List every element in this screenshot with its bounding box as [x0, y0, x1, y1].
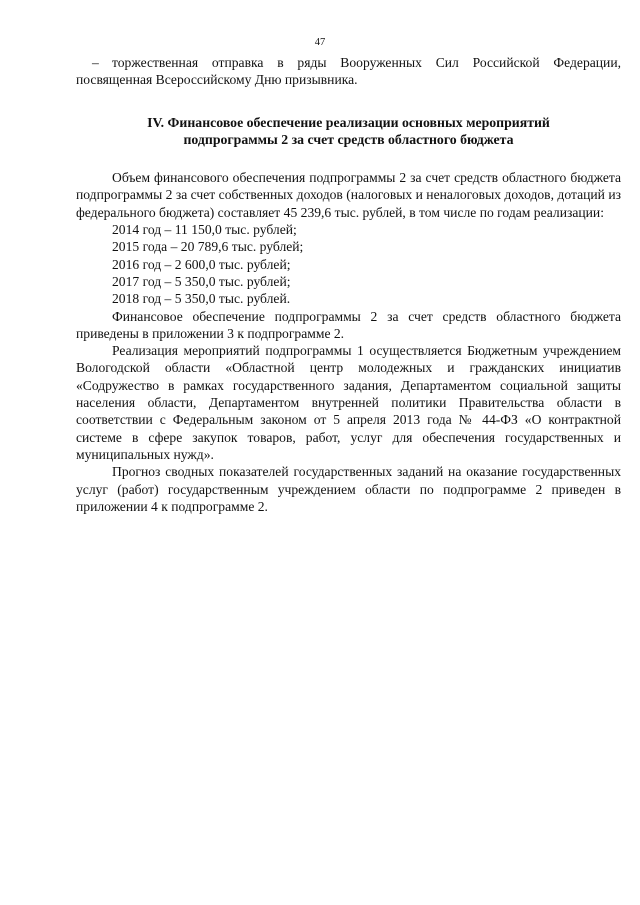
section-heading	[76, 114, 621, 149]
funding-volume-paragraph: Объем финансового обеспечения подпрограммы 2 за счет средств областного бюджета подпрограммы 2 за счет собственных доходов (налоговых и неналоговых доходов, дотаций из федерального бюджета) составляет 45 239,6 тыс. рублей, в том числе по годам реализации:	[76, 170, 621, 220]
funding-year-2014: 2014 год – 11 150,0 тыс. рублей;	[112, 222, 297, 238]
intro-text: торжественная отправка в ряды Вооруженных Сил Российской Федерации, посвященная Всероссийскому Дню призывника.	[76, 55, 621, 88]
funding-year-2016: 2016 год – 2 600,0 тыс. рублей;	[112, 256, 291, 272]
page-number: 47	[314, 37, 326, 48]
appendix-3-paragraph: Финансовое обеспечение подпрограммы 2 за счет средств областного бюджета приведены в приложении 3 к подпрограмме 2.	[76, 308, 621, 341]
implementation-paragraph: Реализация мероприятий подпрограммы 1 осуществляется Бюджетным учреждением Вологодской области «Областной центр молодежных и гражданских инициатив «Содружество в рамках государственного задания, Департаментом социальной защиты населения области, Департаментом внутренней политики Правительства области в соответствии с Федеральным законом от 5 апреля 2013 года № 44-ФЗ «О контрактной системе в сфере закупок товаров, работ, услуг для обеспечения государственных и муниципальных нужд».	[76, 343, 621, 462]
funding-year-2018: 2018 год – 5 350,0 тыс. рублей.	[112, 291, 291, 307]
heading-line-1: IV. Финансовое обеспечение реализации основных мероприятий	[147, 114, 550, 130]
forecast-paragraph: Прогноз сводных показателей государственных заданий на оказание государственных услуг (работ) государственным учреждением области по подпрограмме 2 приведен в приложении 4 к подпрограмме 2.	[76, 464, 621, 514]
funding-year-2015: 2015 года – 20 789,6 тыс. рублей;	[112, 239, 304, 255]
funding-year-2017: 2017 год – 5 350,0 тыс. рублей;	[112, 273, 291, 289]
heading-line-2: подпрограммы 2 за счет средств областного бюджета	[183, 131, 514, 147]
bullet-dash: –	[92, 55, 99, 70]
document-body	[76, 54, 621, 515]
intro-bullet-item	[76, 54, 621, 89]
